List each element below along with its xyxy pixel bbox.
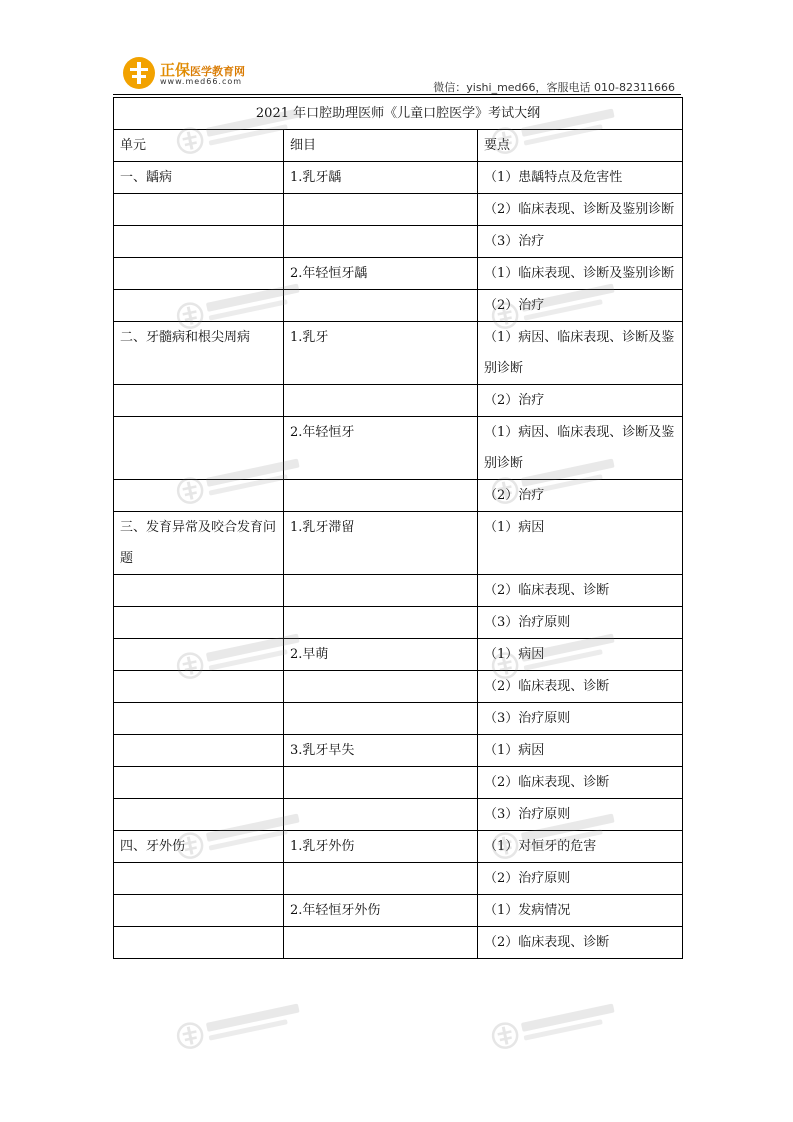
cell-point: （3）治疗原则	[478, 607, 683, 639]
column-header-point: 要点	[478, 130, 683, 162]
cell-item	[284, 385, 478, 417]
cell-item	[284, 575, 478, 607]
cell-point: （2）临床表现、诊断	[478, 927, 683, 959]
cell-point: （1）病因、临床表现、诊断及鉴别诊断	[478, 322, 683, 385]
table-row	[114, 607, 683, 639]
cell-point: （3）治疗原则	[478, 703, 683, 735]
cell-item: 1.乳牙滞留	[284, 512, 478, 575]
table-row	[114, 639, 683, 671]
cell-item	[284, 290, 478, 322]
table-row	[114, 799, 683, 831]
cell-point: （1）病因	[478, 639, 683, 671]
table-row	[114, 162, 683, 194]
table-row	[114, 385, 683, 417]
table-header-row	[114, 130, 683, 162]
cell-unit	[114, 799, 284, 831]
cell-unit	[114, 895, 284, 927]
cell-item	[284, 703, 478, 735]
cell-unit	[114, 927, 284, 959]
table-row	[114, 831, 683, 863]
cell-item	[284, 799, 478, 831]
table-row	[114, 258, 683, 290]
table-row	[114, 863, 683, 895]
cell-item: 1.乳牙	[284, 322, 478, 385]
contact-info: 微信：yishi_med66，客服电话 010-82311666	[433, 81, 675, 94]
table-row	[114, 575, 683, 607]
cell-item	[284, 226, 478, 258]
cell-unit	[114, 863, 284, 895]
cell-point: （1）患龋特点及危害性	[478, 162, 683, 194]
cell-point: （1）病因	[478, 735, 683, 767]
table-row	[114, 322, 683, 385]
cell-point: （1）病因	[478, 512, 683, 575]
cell-item	[284, 607, 478, 639]
table-title-row	[114, 98, 683, 130]
column-header-item: 细目	[284, 130, 478, 162]
table-row	[114, 194, 683, 226]
cell-unit	[114, 607, 284, 639]
cell-item: 2.早萌	[284, 639, 478, 671]
cell-point: （3）治疗	[478, 226, 683, 258]
cell-unit	[114, 258, 284, 290]
cell-point: （2）治疗原则	[478, 863, 683, 895]
logo-cross-icon	[122, 56, 156, 90]
cell-item	[284, 480, 478, 512]
cell-unit	[114, 290, 284, 322]
cell-unit	[114, 671, 284, 703]
table-row	[114, 703, 683, 735]
cell-item	[284, 671, 478, 703]
table-row	[114, 671, 683, 703]
cell-item: 3.乳牙早失	[284, 735, 478, 767]
cell-point: （2）临床表现、诊断	[478, 575, 683, 607]
cell-item: 2.年轻恒牙外伤	[284, 895, 478, 927]
header-divider	[113, 94, 681, 95]
cell-point: （1）对恒牙的危害	[478, 831, 683, 863]
column-header-unit: 单元	[114, 130, 284, 162]
cell-point: （1）临床表现、诊断及鉴别诊断	[478, 258, 683, 290]
table-row	[114, 767, 683, 799]
cell-item	[284, 927, 478, 959]
logo-name: 正保医学教育网	[160, 61, 246, 79]
table-row	[114, 417, 683, 480]
cell-item	[284, 767, 478, 799]
table-row	[114, 927, 683, 959]
cell-point: （1）病因、临床表现、诊断及鉴别诊断	[478, 417, 683, 480]
watermark-logo-icon	[173, 997, 306, 1053]
exam-outline-table	[113, 97, 683, 959]
table-row	[114, 512, 683, 575]
table-row	[114, 226, 683, 258]
watermark-logo-icon	[488, 997, 621, 1053]
table-row	[114, 735, 683, 767]
cell-unit	[114, 194, 284, 226]
cell-unit	[114, 226, 284, 258]
cell-unit: 二、牙髓病和根尖周病	[114, 322, 284, 385]
med66-logo	[122, 56, 272, 90]
cell-point: （2）临床表现、诊断及鉴别诊断	[478, 194, 683, 226]
cell-unit	[114, 735, 284, 767]
table-row	[114, 480, 683, 512]
cell-item: 1.乳牙龋	[284, 162, 478, 194]
logo-url: www.med66.com	[160, 77, 243, 86]
table-row	[114, 895, 683, 927]
cell-unit	[114, 767, 284, 799]
cell-point: （2）治疗	[478, 480, 683, 512]
cell-unit	[114, 575, 284, 607]
cell-unit	[114, 385, 284, 417]
cell-unit	[114, 417, 284, 480]
cell-unit: 四、牙外伤	[114, 831, 284, 863]
cell-point: （1）发病情况	[478, 895, 683, 927]
cell-item: 1.乳牙外伤	[284, 831, 478, 863]
cell-point: （2）治疗	[478, 290, 683, 322]
cell-unit	[114, 480, 284, 512]
cell-point: （2）临床表现、诊断	[478, 767, 683, 799]
table-row	[114, 290, 683, 322]
cell-unit	[114, 703, 284, 735]
cell-item	[284, 194, 478, 226]
document-title: 2021 年口腔助理医师《儿童口腔医学》考试大纲	[114, 98, 683, 130]
cell-item: 2.年轻恒牙龋	[284, 258, 478, 290]
cell-point: （2）临床表现、诊断	[478, 671, 683, 703]
cell-unit	[114, 639, 284, 671]
cell-unit: 一、龋病	[114, 162, 284, 194]
cell-point: （3）治疗原则	[478, 799, 683, 831]
cell-unit: 三、发育异常及咬合发育问题	[114, 512, 284, 575]
cell-item	[284, 863, 478, 895]
cell-point: （2）治疗	[478, 385, 683, 417]
cell-item: 2.年轻恒牙	[284, 417, 478, 480]
